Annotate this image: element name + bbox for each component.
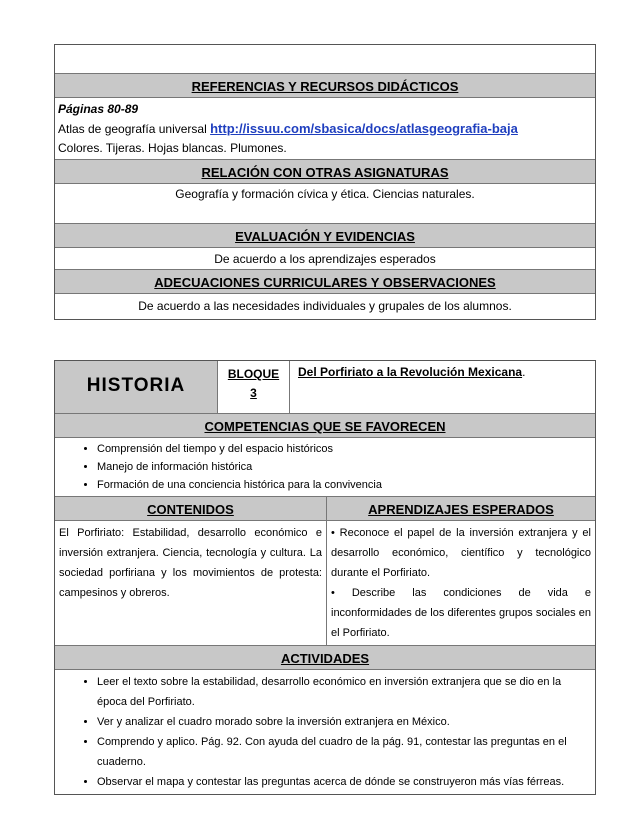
- referencias-body: [55, 97, 595, 159]
- atlas-label: Atlas de geografía universal: [58, 122, 207, 136]
- list-item: • Manejo de información histórica: [97, 458, 595, 476]
- bloque-label: BLOQUE: [227, 367, 280, 381]
- list-item: • Leer el texto sobre la estabilidad, desarrollo económico en inversión extranjera que se dio en la época del Porfiriato.: [97, 672, 589, 712]
- bloque-cell: [218, 361, 290, 413]
- list-item: • Ver y analizar el cuadro morado sobre la inversión extranjera en México.: [97, 712, 589, 732]
- bloque-title: Del Porfiriato a la Revolución Mexicana: [298, 365, 523, 379]
- atlas-line: [55, 119, 595, 139]
- materiales-text: Colores. Tijeras. Hojas blancas. Plumones.: [58, 141, 287, 155]
- evaluacion-text: De acuerdo a los aprendizajes esperados: [55, 247, 595, 269]
- competencias-heading: COMPETENCIAS QUE SE FAVORECEN: [55, 413, 595, 437]
- list-item: • Comprendo y aplico. Pág. 92. Con ayuda del cuadro de la pág. 91, contestar las preguntas en el cuaderno.: [97, 732, 589, 772]
- referencias-heading: REFERENCIAS Y RECURSOS DIDÁCTICOS: [55, 73, 595, 97]
- adecuaciones-text: De acuerdo a las necesidades individuales y grupales de los alumnos.: [55, 293, 595, 319]
- historia-table: [54, 360, 596, 795]
- actividades-heading: ACTIVIDADES: [55, 645, 595, 669]
- aprendizaje-item: • Reconoce el papel de la inversión extranjera y el desarrollo económico, científico y tecnológico durante el Porfiriato.: [331, 527, 591, 579]
- bloque-title-cell: [290, 361, 595, 413]
- actividades-body: [55, 669, 595, 794]
- actividades-list: [55, 670, 595, 794]
- subject-title: HISTORIA: [55, 361, 218, 413]
- contenidos-aprendizajes-headings: [55, 496, 595, 520]
- list-item: • Comprensión del tiempo y del espacio históricos: [97, 440, 595, 458]
- list-item: • Formación de una conciencia histórica para la convivencia: [97, 476, 595, 494]
- competencias-body: [55, 437, 595, 496]
- adecuaciones-heading: ADECUACIONES CURRICULARES Y OBSERVACIONES: [55, 269, 595, 293]
- resources-table: [54, 44, 596, 320]
- list-item: • Observar el mapa y contestar las preguntas acerca de dónde se construyeron más vías férreas.: [97, 772, 589, 792]
- relacion-text: Geografía y formación cívica y ética. Ciencias naturales.: [55, 183, 595, 223]
- bloque-title-end: .: [522, 365, 526, 379]
- aprendizajes-cell: [327, 521, 595, 645]
- contenidos-aprendizajes-body: [55, 520, 595, 645]
- aprendizajes-heading: APRENDIZAJES ESPERADOS: [368, 502, 554, 517]
- title-row: [55, 361, 595, 413]
- relacion-heading: RELACIÓN CON OTRAS ASIGNATURAS: [55, 159, 595, 183]
- competencias-list: [55, 438, 595, 496]
- paginas-text: Páginas 80-89: [58, 102, 139, 116]
- atlas-link[interactable]: http://issuu.com/sbasica/docs/atlasgeografia-baja: [210, 121, 518, 136]
- contenidos-heading: CONTENIDOS: [55, 497, 327, 520]
- empty-row: [55, 45, 595, 73]
- aprendizaje-item: • Describe las condiciones de vida e inconformidades de los diferentes grupos sociales en el Porfiriato.: [331, 587, 591, 639]
- contenidos-text: El Porfiriato: Estabilidad, desarrollo económico e inversión extranjera. Ciencia, tecnología y cultura. La sociedad porfiriana y los movimientos de protesta: campesinos y obreros.: [55, 521, 327, 645]
- bloque-number: 3: [250, 386, 257, 400]
- evaluacion-heading: EVALUACIÓN Y EVIDENCIAS: [55, 223, 595, 247]
